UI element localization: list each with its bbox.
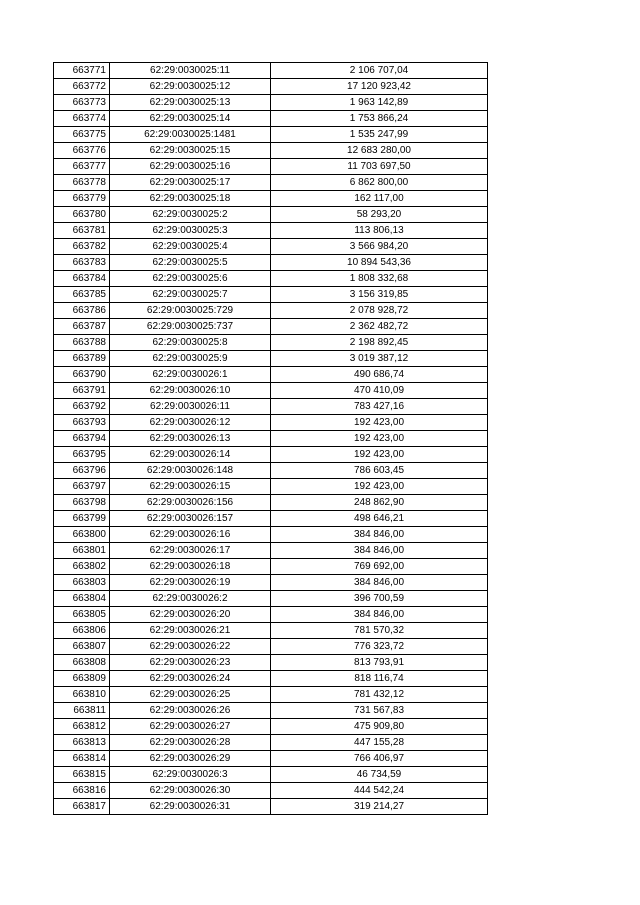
table-row: [54, 287, 488, 303]
table-row: [54, 783, 488, 799]
table-row: [54, 367, 488, 383]
table-row: [54, 223, 488, 239]
cadastral-number-cell: 62:29:0030026:21: [110, 623, 271, 639]
cadastral-number-cell: 62:29:0030025:5: [110, 255, 271, 271]
cadastral-number-cell: 62:29:0030026:29: [110, 751, 271, 767]
table-row: [54, 575, 488, 591]
cadastral-number-cell: 62:29:0030026:13: [110, 431, 271, 447]
cadastral-value-cell: 783 427,16: [271, 399, 488, 415]
row-id-cell: 663805: [54, 607, 110, 623]
table-row: [54, 719, 488, 735]
cadastral-value-cell: 498 646,21: [271, 511, 488, 527]
row-id-cell: 663793: [54, 415, 110, 431]
cadastral-value-cell: 3 156 319,85: [271, 287, 488, 303]
table-row: [54, 655, 488, 671]
row-id-cell: 663800: [54, 527, 110, 543]
table-row: [54, 191, 488, 207]
cadastral-number-cell: 62:29:0030026:17: [110, 543, 271, 559]
cadastral-number-cell: 62:29:0030026:12: [110, 415, 271, 431]
cadastral-number-cell: 62:29:0030025:14: [110, 111, 271, 127]
table-row: [54, 79, 488, 95]
cadastral-number-cell: 62:29:0030026:20: [110, 607, 271, 623]
row-id-cell: 663808: [54, 655, 110, 671]
row-id-cell: 663771: [54, 63, 110, 79]
table-row: [54, 303, 488, 319]
cadastral-value-cell: 2 362 482,72: [271, 319, 488, 335]
row-id-cell: 663815: [54, 767, 110, 783]
table-row: [54, 767, 488, 783]
row-id-cell: 663810: [54, 687, 110, 703]
table-row: [54, 415, 488, 431]
row-id-cell: 663792: [54, 399, 110, 415]
table-row: [54, 447, 488, 463]
cadastral-value-table: [53, 62, 488, 815]
table-row: [54, 751, 488, 767]
row-id-cell: 663794: [54, 431, 110, 447]
table-row: [54, 799, 488, 815]
row-id-cell: 663788: [54, 335, 110, 351]
row-id-cell: 663816: [54, 783, 110, 799]
cadastral-number-cell: 62:29:0030026:28: [110, 735, 271, 751]
cadastral-number-cell: 62:29:0030026:23: [110, 655, 271, 671]
cadastral-value-cell: 776 323,72: [271, 639, 488, 655]
cadastral-number-cell: 62:29:0030025:13: [110, 95, 271, 111]
row-id-cell: 663781: [54, 223, 110, 239]
cadastral-value-cell: 192 423,00: [271, 447, 488, 463]
cadastral-number-cell: 62:29:0030026:3: [110, 767, 271, 783]
row-id-cell: 663801: [54, 543, 110, 559]
cadastral-value-cell: 384 846,00: [271, 527, 488, 543]
cadastral-number-cell: 62:29:0030026:24: [110, 671, 271, 687]
row-id-cell: 663778: [54, 175, 110, 191]
cadastral-value-cell: 46 734,59: [271, 767, 488, 783]
row-id-cell: 663804: [54, 591, 110, 607]
row-id-cell: 663779: [54, 191, 110, 207]
table-row: [54, 175, 488, 191]
cadastral-value-cell: 192 423,00: [271, 479, 488, 495]
cadastral-number-cell: 62:29:0030025:17: [110, 175, 271, 191]
cadastral-value-cell: 319 214,27: [271, 799, 488, 815]
table-row: [54, 735, 488, 751]
table-row: [54, 111, 488, 127]
cadastral-value-cell: 781 432,12: [271, 687, 488, 703]
row-id-cell: 663796: [54, 463, 110, 479]
cadastral-number-cell: 62:29:0030025:7: [110, 287, 271, 303]
cadastral-value-cell: 3 019 387,12: [271, 351, 488, 367]
cadastral-number-cell: 62:29:0030026:30: [110, 783, 271, 799]
table-row: [54, 399, 488, 415]
row-id-cell: 663811: [54, 703, 110, 719]
row-id-cell: 663782: [54, 239, 110, 255]
cadastral-value-cell: 470 410,09: [271, 383, 488, 399]
cadastral-number-cell: 62:29:0030026:14: [110, 447, 271, 463]
cadastral-value-cell: 12 683 280,00: [271, 143, 488, 159]
cadastral-value-cell: 192 423,00: [271, 431, 488, 447]
cadastral-number-cell: 62:29:0030025:12: [110, 79, 271, 95]
table-row: [54, 639, 488, 655]
row-id-cell: 663807: [54, 639, 110, 655]
cadastral-value-cell: 11 703 697,50: [271, 159, 488, 175]
cadastral-number-cell: 62:29:0030025:2: [110, 207, 271, 223]
row-id-cell: 663814: [54, 751, 110, 767]
row-id-cell: 663809: [54, 671, 110, 687]
cadastral-value-cell: 384 846,00: [271, 543, 488, 559]
cadastral-value-cell: 475 909,80: [271, 719, 488, 735]
row-id-cell: 663795: [54, 447, 110, 463]
cadastral-number-cell: 62:29:0030026:22: [110, 639, 271, 655]
cadastral-number-cell: 62:29:0030026:2: [110, 591, 271, 607]
cadastral-number-cell: 62:29:0030026:31: [110, 799, 271, 815]
cadastral-number-cell: 62:29:0030025:729: [110, 303, 271, 319]
cadastral-value-cell: 1 808 332,68: [271, 271, 488, 287]
cadastral-number-cell: 62:29:0030026:15: [110, 479, 271, 495]
row-id-cell: 663813: [54, 735, 110, 751]
cadastral-number-cell: 62:29:0030025:8: [110, 335, 271, 351]
row-id-cell: 663777: [54, 159, 110, 175]
cadastral-value-cell: 3 566 984,20: [271, 239, 488, 255]
row-id-cell: 663791: [54, 383, 110, 399]
row-id-cell: 663787: [54, 319, 110, 335]
row-id-cell: 663806: [54, 623, 110, 639]
row-id-cell: 663775: [54, 127, 110, 143]
cadastral-number-cell: 62:29:0030026:27: [110, 719, 271, 735]
cadastral-value-cell: 384 846,00: [271, 575, 488, 591]
cadastral-number-cell: 62:29:0030026:157: [110, 511, 271, 527]
cadastral-value-cell: 731 567,83: [271, 703, 488, 719]
row-id-cell: 663783: [54, 255, 110, 271]
table-row: [54, 543, 488, 559]
table-row: [54, 127, 488, 143]
table-row: [54, 335, 488, 351]
row-id-cell: 663797: [54, 479, 110, 495]
cadastral-number-cell: 62:29:0030026:26: [110, 703, 271, 719]
row-id-cell: 663780: [54, 207, 110, 223]
cadastral-value-cell: 2 078 928,72: [271, 303, 488, 319]
cadastral-value-cell: 248 862,90: [271, 495, 488, 511]
row-id-cell: 663789: [54, 351, 110, 367]
table-row: [54, 255, 488, 271]
cadastral-value-cell: 766 406,97: [271, 751, 488, 767]
row-id-cell: 663776: [54, 143, 110, 159]
row-id-cell: 663784: [54, 271, 110, 287]
cadastral-number-cell: 62:29:0030026:156: [110, 495, 271, 511]
cadastral-number-cell: 62:29:0030026:148: [110, 463, 271, 479]
cadastral-number-cell: 62:29:0030025:16: [110, 159, 271, 175]
row-id-cell: 663773: [54, 95, 110, 111]
cadastral-value-cell: 1 963 142,89: [271, 95, 488, 111]
table-row: [54, 143, 488, 159]
row-id-cell: 663799: [54, 511, 110, 527]
cadastral-number-cell: 62:29:0030025:11: [110, 63, 271, 79]
cadastral-value-cell: 396 700,59: [271, 591, 488, 607]
table-row: [54, 319, 488, 335]
cadastral-value-cell: 2 198 892,45: [271, 335, 488, 351]
table-row: [54, 703, 488, 719]
cadastral-value-cell: 113 806,13: [271, 223, 488, 239]
cadastral-number-cell: 62:29:0030026:19: [110, 575, 271, 591]
table-row: [54, 159, 488, 175]
row-id-cell: 663812: [54, 719, 110, 735]
cadastral-number-cell: 62:29:0030026:10: [110, 383, 271, 399]
cadastral-value-cell: 1 753 866,24: [271, 111, 488, 127]
table-row: [54, 207, 488, 223]
table-row: [54, 479, 488, 495]
table-row: [54, 559, 488, 575]
cadastral-value-cell: 818 116,74: [271, 671, 488, 687]
cadastral-value-cell: 490 686,74: [271, 367, 488, 383]
row-id-cell: 663790: [54, 367, 110, 383]
cadastral-number-cell: 62:29:0030025:6: [110, 271, 271, 287]
table-row: [54, 527, 488, 543]
table-row: [54, 607, 488, 623]
cadastral-number-cell: 62:29:0030025:9: [110, 351, 271, 367]
cadastral-number-cell: 62:29:0030025:737: [110, 319, 271, 335]
cadastral-number-cell: 62:29:0030026:16: [110, 527, 271, 543]
table-row: [54, 591, 488, 607]
table-row: [54, 431, 488, 447]
cadastral-value-cell: 162 117,00: [271, 191, 488, 207]
row-id-cell: 663786: [54, 303, 110, 319]
table-row: [54, 463, 488, 479]
table-row: [54, 383, 488, 399]
table-row: [54, 351, 488, 367]
cadastral-value-cell: 786 603,45: [271, 463, 488, 479]
table-row: [54, 687, 488, 703]
table-body: [54, 63, 488, 815]
cadastral-value-cell: 2 106 707,04: [271, 63, 488, 79]
row-id-cell: 663785: [54, 287, 110, 303]
row-id-cell: 663774: [54, 111, 110, 127]
table-row: [54, 271, 488, 287]
cadastral-number-cell: 62:29:0030025:1481: [110, 127, 271, 143]
cadastral-number-cell: 62:29:0030025:15: [110, 143, 271, 159]
cadastral-value-cell: 813 793,91: [271, 655, 488, 671]
table-row: [54, 95, 488, 111]
cadastral-number-cell: 62:29:0030026:1: [110, 367, 271, 383]
cadastral-number-cell: 62:29:0030025:3: [110, 223, 271, 239]
cadastral-value-cell: 6 862 800,00: [271, 175, 488, 191]
cadastral-number-cell: 62:29:0030026:25: [110, 687, 271, 703]
row-id-cell: 663803: [54, 575, 110, 591]
cadastral-value-cell: 384 846,00: [271, 607, 488, 623]
cadastral-number-cell: 62:29:0030025:18: [110, 191, 271, 207]
table-row: [54, 495, 488, 511]
cadastral-value-cell: 447 155,28: [271, 735, 488, 751]
cadastral-number-cell: 62:29:0030026:18: [110, 559, 271, 575]
cadastral-number-cell: 62:29:0030025:4: [110, 239, 271, 255]
row-id-cell: 663802: [54, 559, 110, 575]
cadastral-number-cell: 62:29:0030026:11: [110, 399, 271, 415]
cadastral-value-cell: 17 120 923,42: [271, 79, 488, 95]
table-row: [54, 511, 488, 527]
row-id-cell: 663772: [54, 79, 110, 95]
row-id-cell: 663798: [54, 495, 110, 511]
cadastral-value-cell: 781 570,32: [271, 623, 488, 639]
cadastral-value-cell: 58 293,20: [271, 207, 488, 223]
cadastral-value-cell: 769 692,00: [271, 559, 488, 575]
cadastral-value-cell: 444 542,24: [271, 783, 488, 799]
row-id-cell: 663817: [54, 799, 110, 815]
table-row: [54, 239, 488, 255]
cadastral-value-cell: 192 423,00: [271, 415, 488, 431]
table-row: [54, 671, 488, 687]
cadastral-value-cell: 1 535 247,99: [271, 127, 488, 143]
table-row: [54, 623, 488, 639]
cadastral-value-cell: 10 894 543,36: [271, 255, 488, 271]
table-row: [54, 63, 488, 79]
